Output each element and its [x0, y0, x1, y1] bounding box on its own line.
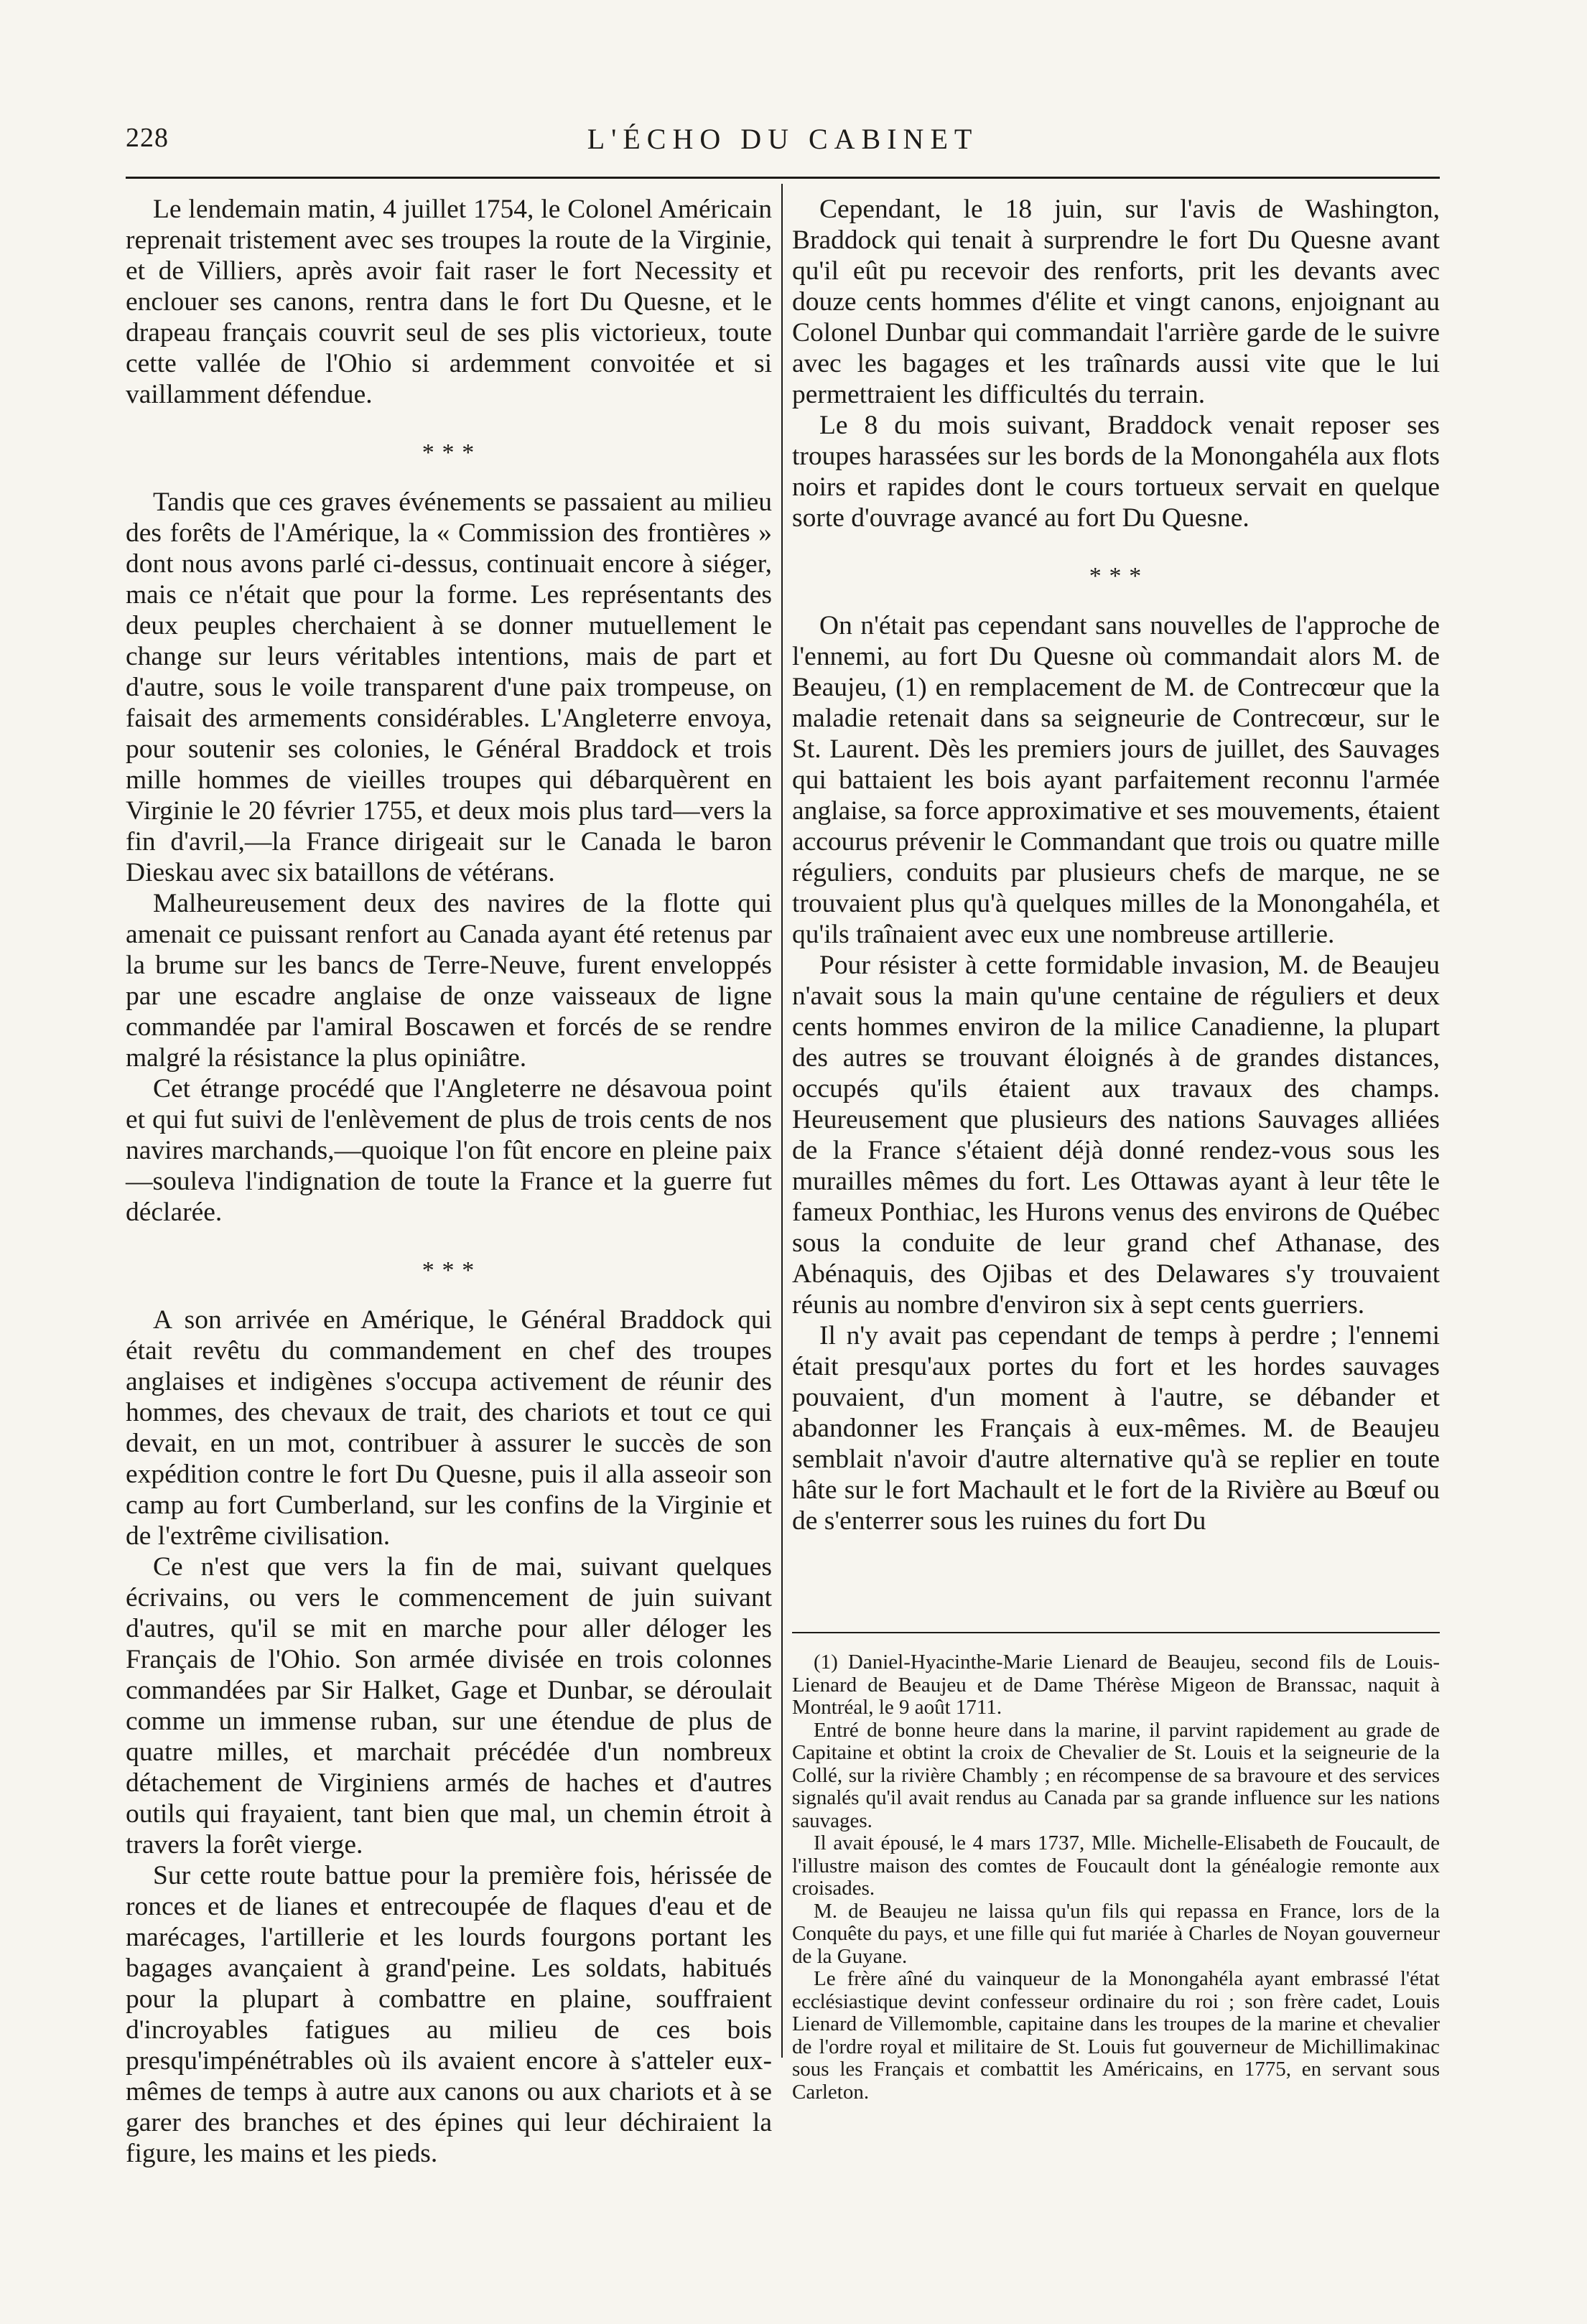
footnote-paragraph: Le frère aîné du vainqueur de la Monongahéla ayant embrassé l'état ecclésiastique devint confesseur ordinaire du roi ; son frère cadet, Louis Lienard de Villemomble, capitaine dans les troupes de la marine et chevalier de l'ordre royal et militaire de St. Louis fut gouverneur de Michillimakinac sous les Français et combattit les Américains, en 1775, en servant sous Carleton. — [792, 1967, 1440, 2104]
paragraph: Sur cette route battue pour la première fois, hérissée de ronces et de lianes et entrecoupée de flaques d'eau et de marécages, l'artillerie et les lourds fourgons portant les bagages avançaient à grand'peine. Les soldats, habitués pour la plupart à combattre en plaine, souffraient d'incroyables fatigues au milieu de ces bois presqu'impénétrables où ils avaient encore à s'atteler eux-mêmes de temps à autre aux canons ou aux chariots et à se garer des branches et des épines qui leur déchiraient la figure, les mains et les pieds. — [126, 1861, 772, 2168]
footnote-paragraph: (1) Daniel-Hyacinthe-Marie Lienard de Beaujeu, second fils de Louis-Lienard de Beaujeu et de Dame Thérèse Migeon de Branssac, naquit à Montréal, le 9 août 1711. — [792, 1651, 1440, 1719]
header-rule — [126, 177, 1440, 179]
page-header — [126, 122, 1440, 165]
footnote-rule — [792, 1632, 1440, 1633]
paragraph: On n'était pas cependant sans nouvelles de l'approche de l'ennemi, au fort Du Quesne où commandait alors M. de Beaujeu, (1) en remplacement de M. de Contrecœur que la maladie retenait dans sa seigneurie de Contrecœur, sur le St. Laurent. Dès les premiers jours de juillet, des Sauvages qui battaient les bois ayant parfaitement reconnu l'armée anglaise, sa force approximative et ses mouvements, étaient accourus prévenir le Commandant que trois ou quatre mille réguliers, conduits par plusieurs chefs de marque, ne se trouvaient plus qu'à quelques milles de la Monongahéla, et qu'ils traînaient avec eux une nombreuse artillerie. — [792, 611, 1440, 949]
footnote-paragraph: Entré de bonne heure dans la marine, il parvint rapidement au grade de Capitaine et obtint la croix de Chevalier de St. Louis et la seigneurie de la Collé, sur la rivière Chambly ; en récompense de sa bravoure et des services signalés qu'il avait rendus au Canada par sa grande influence sur les nations sauvages. — [792, 1718, 1440, 1832]
page-number: 228 — [126, 123, 169, 153]
paragraph: Cependant, le 18 juin, sur l'avis de Washington, Braddock qui tenait à surprendre le fort Du Quesne avant qu'il eût pu recevoir des renforts, prit les devants avec douze cents hommes d'élite et vingt canons, enjoignant au Colonel Dunbar qui commandait l'arrière garde de le suivre avec les bagages et les traînards aussi vite que le lui permettraient les difficultés du terrain. — [792, 195, 1440, 409]
paragraph: Le lendemain matin, 4 juillet 1754, le Colonel Américain reprenait tristement avec ses troupes la route de la Virginie, et de Villiers, après avoir fait raser le fort Necessity et enclouer ses canons, rentra dans le fort Du Quesne, et le drapeau français couvrit seul de ses plis victorieux, toute cette vallée de l'Ohio si ardemment convoitée et si vaillamment défendue. — [126, 195, 772, 409]
section-separator: * * * — [422, 439, 476, 466]
running-title: L'ÉCHO DU CABINET — [587, 123, 979, 155]
paragraph: Pour résister à cette formidable invasion, M. de Beaujeu n'avait sous la main qu'une centaine de réguliers et deux cents hommes environ de la milice Canadienne, la plupart des autres se trouvant éloignés à de grandes distances, occupés qu'ils étaient aux travaux des champs. Heureusement que plusieurs des nations Sauvages alliées de la France s'étaient déjà donné rendez-vous sous les murailles mêmes du fort. Les Ottawas ayant à leur tête le fameux Ponthiac, les Hurons venus des environs de Québec sous la conduite de leur grand chef Athanase, des Abénaquis, des Ojibas et des Delawares s'y trouvaient réunis au nombre d'environ six à sept cents guerriers. — [792, 951, 1440, 1320]
left-column — [126, 194, 772, 2169]
paragraph: Cet étrange procédé que l'Angleterre ne désavoua point et qui fut suivi de l'enlèvement de plus de trois cents de nos navires marchands,—quoique l'on fût encore en pleine paix—souleva l'indignation de toute la France et la guerre fut déclarée. — [126, 1074, 772, 1227]
right-column — [792, 194, 1440, 1536]
footnote-paragraph: Il avait épousé, le 4 mars 1737, Mlle. Michelle-Elisabeth de Foucault, de l'illustre maison des comtes de Foucault dont la généalogie remonte aux croisades. — [792, 1831, 1440, 1900]
footnote — [792, 1651, 1440, 2104]
paragraph: Ce n'est que vers la fin de mai, suivant quelques écrivains, ou vers le commencement de juin suivant d'autres, qu'il se mit en marche pour aller déloger les Français de l'Ohio. Son armée divisée en trois colonnes commandées par Sir Halket, Gage et Dunbar, se déroulait comme un immense ruban, sur une étendue de plus de quatre milles, et marchait précédée d'un nombreux détachement de Virginiens armés de haches et d'autres outils qui frayaient, tant bien que mal, un chemin étroit à travers la forêt vierge. — [126, 1552, 772, 1859]
paragraph: Tandis que ces graves événements se passaient au milieu des forêts de l'Amérique, la « Commission des frontières » dont nous avons parlé ci-dessus, continuait encore à siéger, mais ce n'était que pour la forme. Les représentants des deux peuples cherchaient à se donner mutuellement le change sur leurs véritables intentions, mais de part et d'autre, sous le voile transparent d'une paix trompeuse, on faisait des armements considérables. L'Angleterre envoya, pour soutenir ses colonies, le Général Braddock et trois mille hommes de vieilles troupes qui débarquèrent en Virginie le 20 février 1755, et deux mois plus tard—vers la fin d'avril,—la France dirigeait sur le Canada le baron Dieskau avec six bataillons de vétérans. — [126, 487, 772, 887]
column-divider — [781, 184, 783, 2058]
paragraph: Le 8 du mois suivant, Braddock venait reposer ses troupes harassées sur les bords de la Monongahéla aux flots noirs et rapides dont le cours tortueux servait en quelque sorte d'ouvrage avancé au fort Du Quesne. — [792, 411, 1440, 533]
paragraph: Malheureusement deux des navires de la flotte qui amenait ce puissant renfort au Canada ayant été retenus par la brume sur les bancs de Terre-Neuve, furent enveloppés par une escadre anglaise de onze vaisseaux de ligne commandée par l'amiral Boscawen et forcés de se rendre malgré la résistance la plus opiniâtre. — [126, 889, 772, 1073]
section-separator: * * * — [422, 1257, 476, 1284]
section-separator: * * * — [1089, 563, 1143, 589]
paragraph: A son arrivée en Amérique, le Général Braddock qui était revêtu du commandement en chef des troupes anglaises et indigènes s'occupa activement de réunir des hommes, des chevaux de trait, des chariots et tout ce qui devait, en un mot, contribuer à assurer le succès de son expédition contre le fort Du Quesne, puis il alla asseoir son camp au fort Cumberland, sur les confins de la Virginie et de l'extrême civilisation. — [126, 1305, 772, 1551]
paragraph: Il n'y avait pas cependant de temps à perdre ; l'ennemi était presqu'aux portes du fort et les hordes sauvages pouvaient, d'un moment à l'autre, se débander et abandonner les Français à eux-mêmes. M. de Beaujeu semblait n'avoir d'autre alternative qu'à se replier en toute hâte sur le fort Machault et le fort de la Rivière au Bœuf ou de s'enterrer sous les ruines du fort Du — [792, 1321, 1440, 1536]
footnote-paragraph: M. de Beaujeu ne laissa qu'un fils qui repassa en France, lors de la Conquête du pays, et une fille qui fut mariée à Charles de Noyan gouverneur de la Guyane. — [792, 1899, 1440, 1968]
